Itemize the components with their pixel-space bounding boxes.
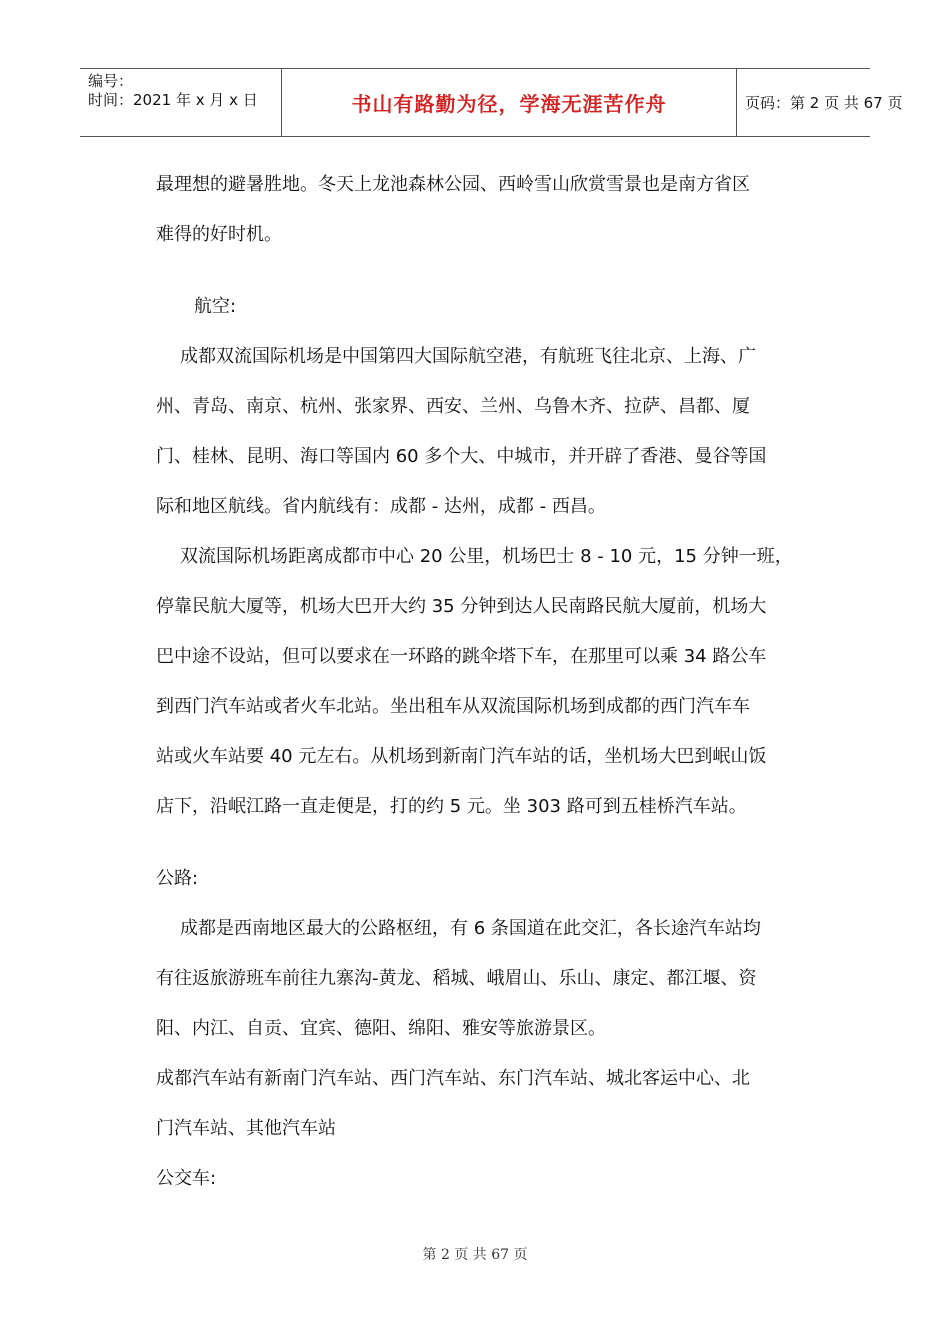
text-line: 成都双流国际机场是中国第四大国际航空港，有航班飞往北京、上海、广	[180, 346, 756, 367]
paragraph	[156, 1054, 816, 1154]
text-line: 到西门汽车站或者火车北站。坐出租车从双流国际机场到成都的西门汽车车	[156, 696, 750, 717]
text-line: 阳、内江、自贡、宜宾、德阳、绵阳、雅安等旅游景区。	[156, 1018, 606, 1039]
section-heading-highway: 公路:	[156, 868, 199, 889]
text-line: 门汽车站、其他汽车站	[156, 1118, 336, 1139]
text-line: 门、桂林、昆明、海口等国内 60 多个大、中城市，并开辟了香港、曼谷等国	[156, 446, 767, 467]
header-motto-cell	[282, 69, 737, 136]
text-line: 停靠民航大厦等，机场大巴开大约 35 分钟到达人民南路民航大厦前，机场大	[156, 596, 767, 617]
section-heading-aviation: 航空:	[194, 296, 237, 317]
document-number-label: 编号：	[88, 72, 134, 90]
text-line: 店下，沿岷江路一直走便是，打的约 5 元。坐 303 路可到五桂桥汽车站。	[156, 796, 747, 817]
text-line: 成都是西南地区最大的公路枢纽，有 6 条国道在此交汇，各长途汽车站均	[180, 918, 761, 939]
document-date: 时间：2021 年 x 月 x 日	[88, 91, 258, 109]
section-heading-bus: 公交车:	[156, 1168, 217, 1189]
text-line: 站或火车站要 40 元左右。从机场到新南门汽车站的话，坐机场大巴到岷山饭	[156, 746, 767, 767]
header-meta	[80, 69, 282, 136]
text-line: 有往返旅游班车前往九寨沟-黄龙、稻城、峨眉山、乐山、康定、都江堰、资	[156, 968, 757, 989]
paragraph	[156, 532, 816, 832]
text-line: 际和地区航线。省内航线有：成都 - 达州，成都 - 西昌。	[156, 496, 606, 517]
text-line: 州、青岛、南京、杭州、张家界、西安、兰州、乌鲁木齐、拉萨、昌都、厦	[156, 396, 750, 417]
text-line: 巴中途不设站，但可以要求在一环路的跳伞塔下车，在那里可以乘 34 路公车	[156, 646, 767, 667]
header-page-info: 页码：第 2 页 共 67 页	[745, 94, 903, 112]
text-line: 双流国际机场距离成都市中心 20 公里，机场巴士 8 - 10 元，15 分钟一班，	[180, 546, 793, 567]
paragraph	[156, 160, 816, 260]
document-body	[156, 160, 816, 1204]
text-line: 成都汽车站有新南门汽车站、西门汽车站、东门汽车站、城北客运中心、北	[156, 1068, 750, 1089]
paragraph	[156, 904, 816, 1054]
text-line: 最理想的避暑胜地。冬天上龙池森林公园、西岭雪山欣赏雪景也是南方省区	[156, 174, 750, 195]
paragraph	[156, 332, 816, 532]
text-line: 难得的好时机。	[156, 224, 282, 245]
page-header	[80, 68, 903, 137]
header-motto: 书山有路勤为径，学海无涯苦作舟	[351, 92, 667, 116]
page-footer: 第 2 页 共 67 页	[422, 1247, 528, 1263]
